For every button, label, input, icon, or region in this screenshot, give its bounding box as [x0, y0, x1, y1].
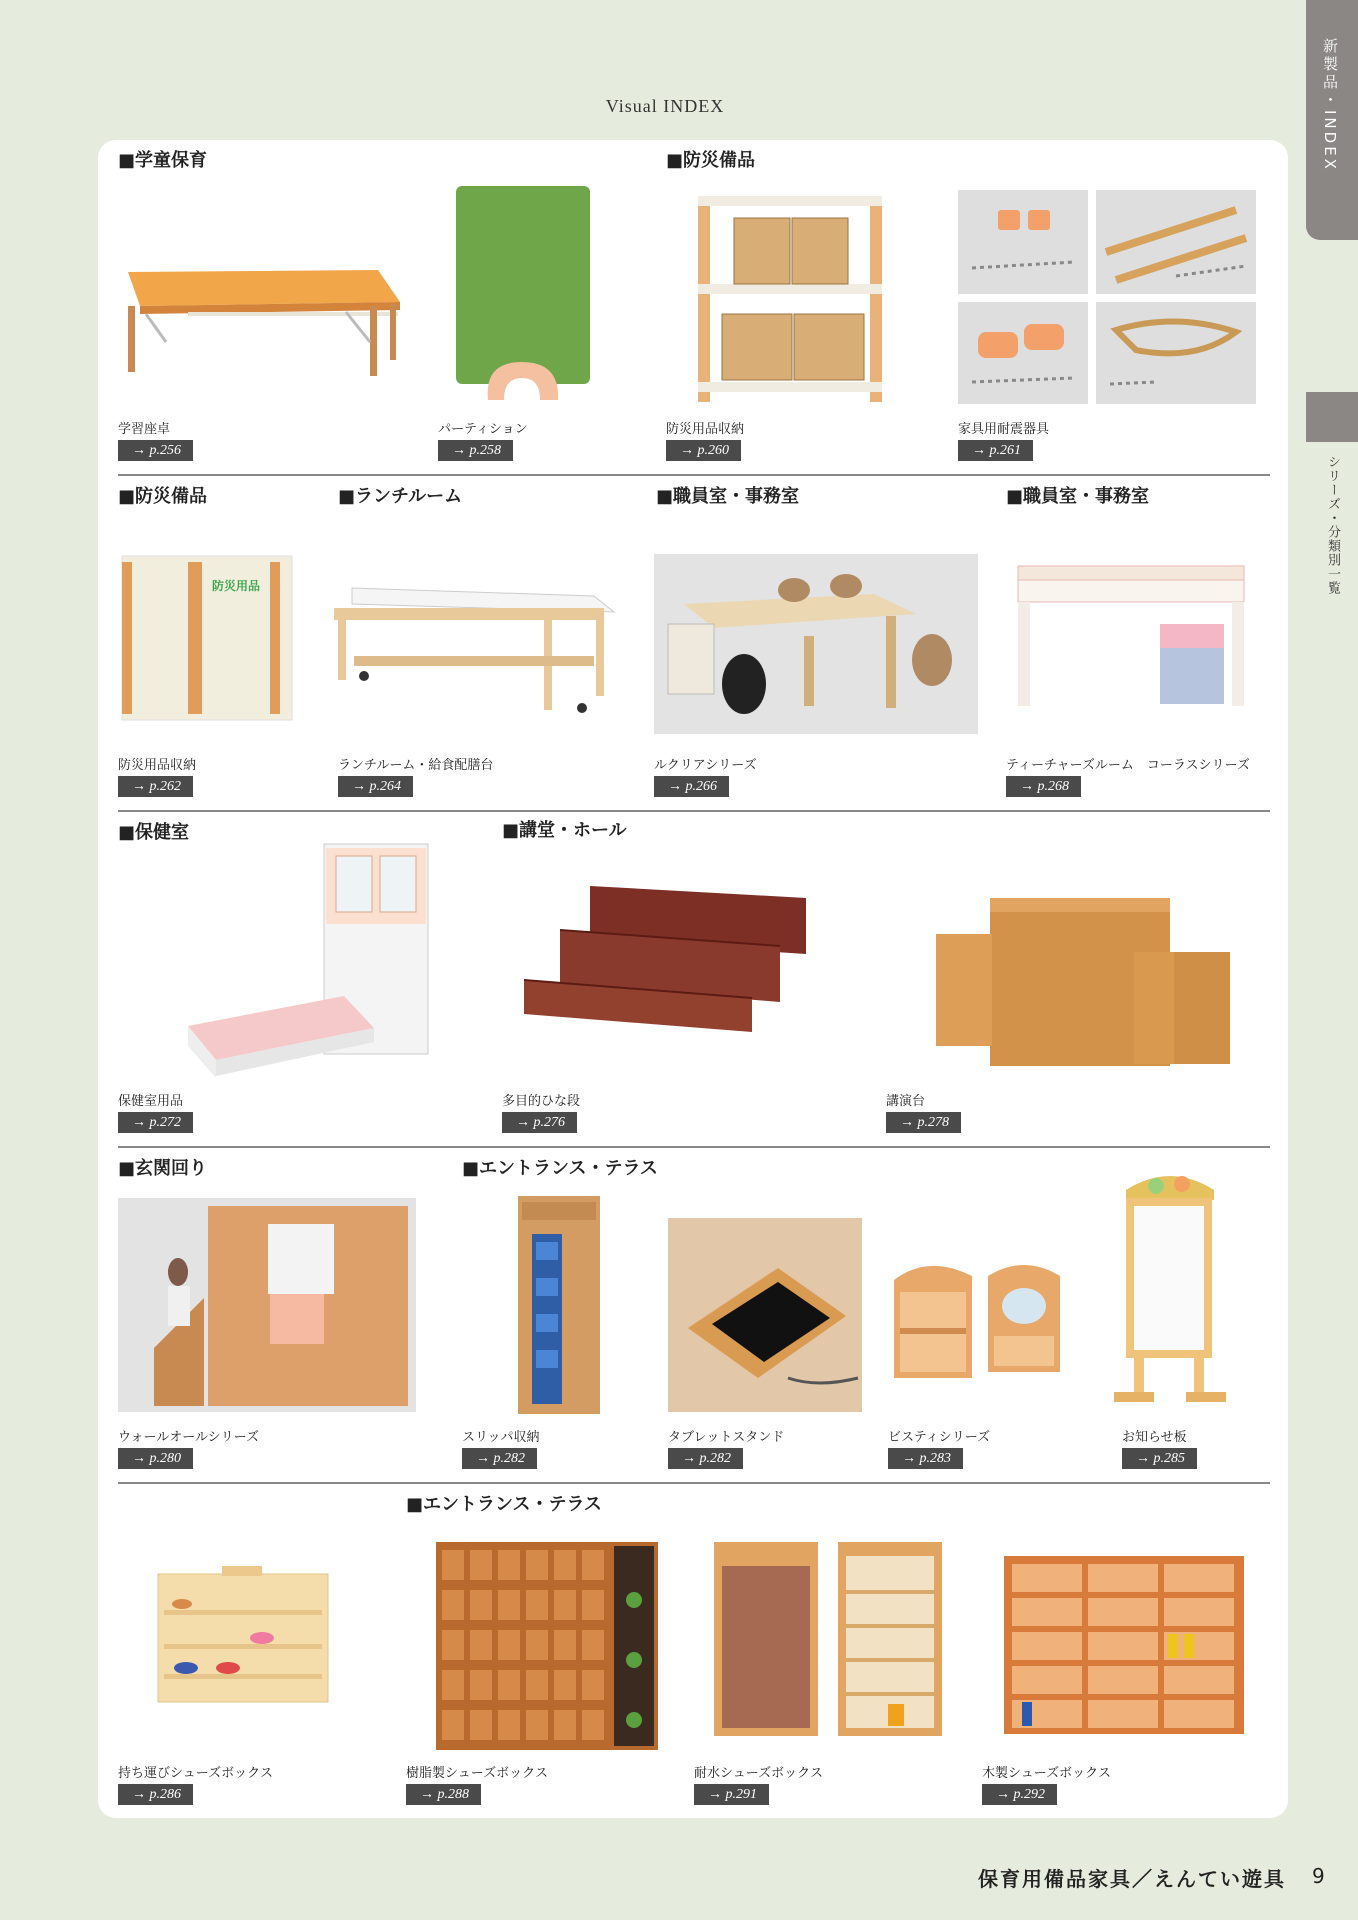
- visty-series-image: [888, 1254, 1064, 1382]
- partition-image: [454, 186, 590, 400]
- page-link[interactable]: → p.286: [118, 1784, 193, 1805]
- page-link[interactable]: → p.291: [694, 1784, 769, 1805]
- item-name: 木製シューズボックス: [982, 1766, 1111, 1781]
- item-name: パーティション: [438, 422, 528, 437]
- page-link[interactable]: → p.288: [406, 1784, 481, 1805]
- tab-new-index[interactable]: [1306, 0, 1358, 240]
- item-name: 防災用品収納: [666, 422, 745, 437]
- page-link[interactable]: → p.264: [338, 776, 413, 797]
- wooden-shoe-box-image: [1002, 1554, 1246, 1736]
- notice-board-image: [1112, 1168, 1228, 1412]
- multipurpose-risers-image: [520, 880, 808, 1034]
- slipper-storage-image: [516, 1194, 602, 1416]
- section-bosai: ■防災備品: [666, 150, 756, 171]
- page-link[interactable]: → p.280: [118, 1448, 193, 1469]
- wallall-series-image: [118, 1198, 416, 1412]
- page-link[interactable]: → p.260: [666, 440, 741, 461]
- item-name: ランチルーム・給食配膳台: [338, 758, 494, 773]
- section-office-2: ■職員室・事務室: [1006, 486, 1150, 507]
- page-link[interactable]: → p.262: [118, 776, 193, 797]
- lunch-serving-table-image: [332, 586, 616, 720]
- section-hall: ■講堂・ホール: [502, 820, 627, 841]
- page-link[interactable]: → p.282: [668, 1448, 743, 1469]
- item-name: スリッパ収納: [462, 1430, 540, 1445]
- tab-series-list[interactable]: [1306, 392, 1358, 442]
- page-link[interactable]: → p.268: [1006, 776, 1081, 797]
- item-name: 多目的ひな段: [502, 1094, 581, 1109]
- health-room-bed-image: [184, 842, 430, 1078]
- item-name: 樹脂製シューズボックス: [406, 1766, 548, 1781]
- page-link[interactable]: → p.276: [502, 1112, 577, 1133]
- page-link[interactable]: → p.278: [886, 1112, 961, 1133]
- item-name: お知らせ板: [1122, 1430, 1187, 1445]
- section-lunchroom: ■ランチルーム: [338, 486, 463, 507]
- resin-shoe-box-image: [434, 1540, 660, 1752]
- footer-brand: 保育用備品家具／えんてい遊具: [978, 1867, 1286, 1891]
- page-link[interactable]: → p.261: [958, 440, 1033, 461]
- study-table-image: [118, 262, 402, 382]
- row-divider: [118, 1482, 1270, 1484]
- disaster-cabinet-label: 防災用品: [212, 579, 261, 593]
- page-link[interactable]: → p.282: [462, 1448, 537, 1469]
- section-entrance-terrace: ■エントランス・テラス: [462, 1158, 658, 1179]
- row-divider: [118, 1146, 1270, 1148]
- page-link[interactable]: → p.266: [654, 776, 729, 797]
- section-bosai-2: ■防災備品: [118, 486, 208, 507]
- row-divider: [118, 474, 1270, 476]
- seismic-fixture-image-4: [1096, 302, 1256, 404]
- item-name: ビスティシリーズ: [888, 1430, 991, 1445]
- tab-new-index-label: 新製品・INDEX: [1321, 38, 1339, 172]
- page-link[interactable]: → p.256: [118, 440, 193, 461]
- item-name: 講演台: [886, 1094, 926, 1109]
- waterproof-shoe-box-image: [712, 1540, 944, 1738]
- item-name: 家具用耐震器具: [958, 422, 1050, 437]
- row-divider: [118, 810, 1270, 812]
- seismic-fixture-image-2: [1096, 190, 1256, 294]
- section-gakudo: ■学童保育: [118, 150, 208, 171]
- page-link[interactable]: → p.272: [118, 1112, 193, 1133]
- item-name: 保健室用品: [118, 1094, 184, 1109]
- seismic-fixture-image-1: [958, 190, 1088, 294]
- seismic-fixture-image-3: [958, 302, 1088, 404]
- item-name: ウォールオールシリーズ: [118, 1430, 259, 1445]
- section-entrance-hall: ■玄関回り: [118, 1158, 208, 1179]
- item-name: 防災用品収納: [118, 758, 197, 773]
- page-title: Visual INDEX: [605, 96, 725, 116]
- lucria-series-image: [654, 554, 978, 734]
- item-name: タブレットスタンド: [668, 1430, 785, 1445]
- section-office: ■職員室・事務室: [656, 486, 800, 507]
- item-name: ルクリアシリーズ: [654, 758, 757, 773]
- page-link[interactable]: → p.258: [438, 440, 513, 461]
- section-health-room: ■保健室: [118, 822, 190, 843]
- tablet-stand-image: [668, 1218, 862, 1412]
- item-name: 耐水シューズボックス: [694, 1766, 823, 1781]
- page-link[interactable]: → p.285: [1122, 1448, 1197, 1469]
- item-name: 持ち運びシューズボックス: [118, 1766, 273, 1781]
- section-entrance-terrace-2: ■エントランス・テラス: [406, 1494, 602, 1515]
- item-name: ティーチャーズルーム コーラスシリーズ: [1006, 758, 1250, 773]
- podium-image: [934, 896, 1232, 1066]
- page-link[interactable]: → p.283: [888, 1448, 963, 1469]
- page-number: 9: [1312, 1864, 1325, 1888]
- item-name: 学習座卓: [118, 422, 171, 437]
- tab-series-list-label: シリーズ・分類別一覧: [1325, 455, 1340, 595]
- page-link[interactable]: → p.292: [982, 1784, 1057, 1805]
- portable-shoe-box-image: [156, 1566, 330, 1704]
- disaster-storage-image: [694, 192, 886, 404]
- disaster-cabinet-image: [120, 554, 294, 722]
- teachers-desk-image: [1014, 562, 1248, 712]
